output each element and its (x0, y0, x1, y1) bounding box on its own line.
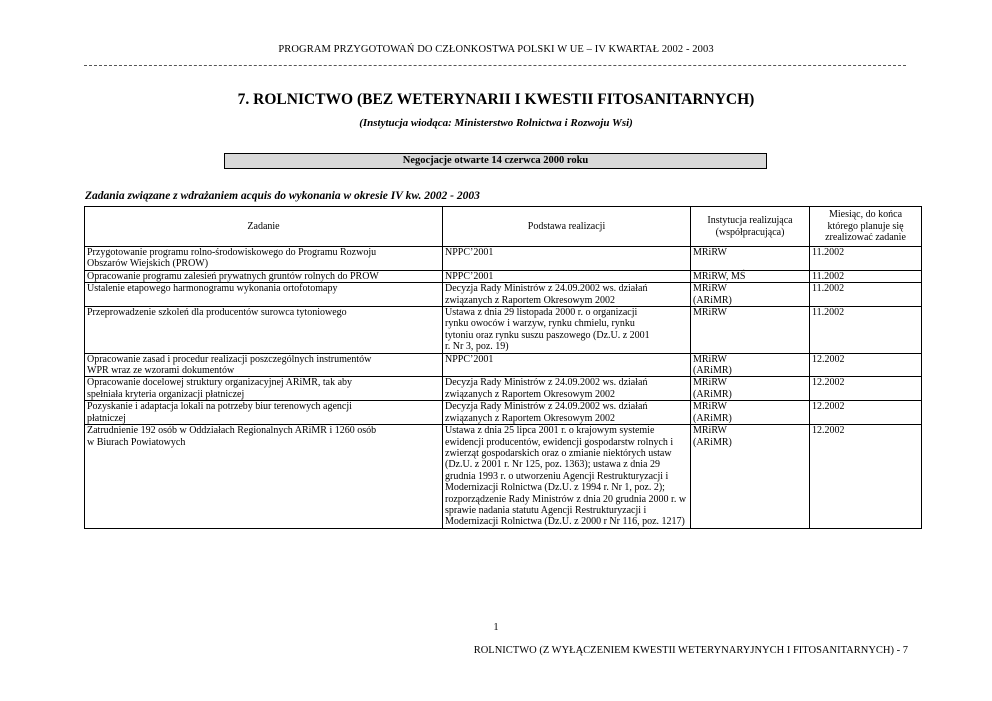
table-row (85, 307, 922, 354)
cell-line: NPPC’2001 (445, 270, 494, 282)
basis-cell (443, 270, 691, 282)
header-month (810, 207, 922, 247)
cell-line: MRiRW (693, 377, 727, 389)
cell-line: tytoniu oraz rynku suszu paszowego (Dz.U. z 2001 (445, 329, 650, 341)
month-cell: 11.2002 (810, 307, 922, 354)
cell-line: MRiRW (693, 247, 727, 258)
cell-line: MRiRW (693, 401, 727, 413)
header-basis: Podstawa realizacji (443, 207, 691, 247)
cell-line: Pozyskanie i adaptacja lokali na potrzeby biur terenowych agencji (87, 401, 352, 413)
chapter-title: 7. ROLNICTWO (BEZ WETERYNARII I KWESTII FITOSANITARNYCH) (237, 91, 755, 108)
header-task: Zadanie (85, 207, 443, 247)
cell-line: Przygotowanie programu rolno-środowiskowego do Programu Rozwoju (87, 247, 377, 258)
institution-cell (691, 425, 810, 529)
month-cell: 11.2002 (810, 283, 922, 307)
basis-cell (443, 247, 691, 271)
cell-line: NPPC’2001 (445, 247, 494, 258)
cell-line: WPR wraz ze wzorami dokumentów (87, 365, 235, 377)
table-row (85, 401, 922, 425)
month-cell: 12.2002 (810, 377, 922, 401)
cell-line: Obszarów Wiejskich (PROW) (87, 258, 209, 270)
cell-line: (ARiMR) (693, 365, 732, 377)
task-cell (85, 283, 443, 307)
institution-cell (691, 401, 810, 425)
section-heading: Zadania związane z wdrażaniem acquis do wykonania w okresie IV kw. 2002 - 2003 (85, 190, 480, 202)
header-month-line: Miesiąc, do końca (828, 209, 903, 221)
running-footer: ROLNICTWO (Z WYŁĄCZENIEM KWESTII WETERYNARYJNYCH I FITOSANITARNYCH) - 7 (473, 645, 908, 656)
task-cell (85, 307, 443, 354)
cell-line: Zatrudnienie 192 osób w Oddziałach Regionalnych ARiMR i 1260 osób (87, 425, 377, 437)
institution-cell (691, 270, 810, 282)
tasks-table (84, 206, 922, 529)
cell-line: Opracowanie docelowej struktury organizacyjnej ARiMR, tak aby (87, 377, 353, 389)
cell-line: MRiRW (693, 353, 727, 365)
header-month-line: którego planuje się (827, 220, 904, 232)
cell-line: Ustawa z dnia 29 listopada 2000 r. o organizacji (445, 307, 638, 319)
cell-line: związanych z Raportem Okresowym 2002 (445, 294, 615, 306)
institution-cell (691, 247, 810, 271)
cell-line: MRiRW, MŚ (693, 270, 746, 282)
cell-line: (ARiMR) (693, 436, 732, 448)
month-cell: 12.2002 (810, 401, 922, 425)
cell-line: MRiRW (693, 283, 727, 295)
month-cell: 11.2002 (810, 270, 922, 282)
table-row (85, 247, 922, 271)
institution-cell (691, 283, 810, 307)
cell-line: (ARiMR) (693, 294, 732, 306)
cell-line: (ARiMR) (693, 412, 732, 424)
cell-line: związanych z Raportem Okresowym 2002 (445, 412, 615, 424)
negotiation-status-box: Negocjacje otwarte 14 czerwca 2000 roku (224, 153, 767, 169)
cell-line: Decyzja Rady Ministrów z 24.09.2002 ws. działań (445, 377, 648, 389)
cell-line: Opracowanie zasad i procedur realizacji poszczególnych instrumentów (87, 353, 372, 365)
task-cell (85, 425, 443, 529)
header-institution-line: (współpracująca) (715, 226, 785, 238)
cell-line: spełniała kryteria organizacji płatniczej (87, 388, 245, 400)
cell-line: MRiRW (693, 307, 727, 319)
institution-cell (691, 377, 810, 401)
basis-cell (443, 377, 691, 401)
table-row (85, 425, 922, 529)
cell-line: Opracowanie programu zalesień prywatnych gruntów rolnych do PROW (87, 270, 379, 282)
task-cell (85, 353, 443, 377)
institution-cell (691, 307, 810, 354)
month-cell: 12.2002 (810, 425, 922, 529)
cell-line: Decyzja Rady Ministrów z 24.09.2002 ws. działań (445, 401, 648, 413)
basis-cell: Ustawa z dnia 25 lipca 2001 r. o krajowym systemie ewidencji producentów, ewidencji gospodarstw rolnych i zwierząt gospodarskich oraz o zmianie niektórych ustaw (Dz.U. z 2001 r. Nr 125, poz. 1363); ustawa z dnia 29 grudnia 1993 r. o utworzeniu Agencji Restrukturyzacji i Modernizacji Rolnictwa (Dz.U. z 1994 r. Nr 1, poz. 2); rozporządzenie Rady Ministrów z dnia 20 grudnia 2000 r. w sprawie nadania statutu Agencji Restrukturyzacji i Modernizacji Rolnictwa (Dz.U. z 2000 r Nr 116, poz. 1217) (443, 425, 691, 529)
page-number: 1 (493, 622, 499, 633)
cell-line: NPPC’2001 (445, 353, 494, 365)
cell-line: Przeprowadzenie szkoleń dla producentów surowca tytoniowego (87, 307, 347, 319)
month-cell: 11.2002 (810, 247, 922, 271)
cell-line: r. Nr 3, poz. 19) (445, 341, 509, 353)
header-month-line: zrealizować zadanie (825, 232, 906, 244)
task-cell (85, 377, 443, 401)
table-row (85, 377, 922, 401)
table-row (85, 270, 922, 282)
task-cell (85, 247, 443, 271)
basis-cell (443, 401, 691, 425)
task-cell (85, 401, 443, 425)
basis-cell (443, 353, 691, 377)
table-row (85, 283, 922, 307)
cell-line: MRiRW (693, 425, 727, 437)
cell-line: płatniczej (87, 412, 126, 424)
running-header: PROGRAM PRZYGOTOWAŃ DO CZŁONKOSTWA POLSKI W UE – IV KWARTAŁ 2002 - 2003 (278, 44, 714, 55)
cell-line: związanych z Raportem Okresowym 2002 (445, 388, 615, 400)
table-header-row (85, 207, 922, 247)
cell-line: (ARiMR) (693, 388, 732, 400)
table-row (85, 353, 922, 377)
basis-cell (443, 283, 691, 307)
cell-line: w Biurach Powiatowych (87, 436, 186, 448)
month-cell: 12.2002 (810, 353, 922, 377)
cell-line: rynku owoców i warzyw, rynku chmielu, rynku (445, 318, 635, 330)
cell-line: Ustalenie etapowego harmonogramu wykonania ortofotomapy (87, 283, 338, 295)
task-cell (85, 270, 443, 282)
header-institution (691, 207, 810, 247)
header-divider (84, 65, 906, 66)
lead-institution-subtitle: (Instytucja wiodąca: Ministerstwo Rolnictwa i Rozwoju Wsi) (359, 117, 633, 129)
institution-cell (691, 353, 810, 377)
header-institution-line: Instytucja realizująca (707, 215, 793, 227)
cell-line: Decyzja Rady Ministrów z 24.09.2002 ws. działań (445, 283, 648, 295)
basis-cell (443, 307, 691, 354)
